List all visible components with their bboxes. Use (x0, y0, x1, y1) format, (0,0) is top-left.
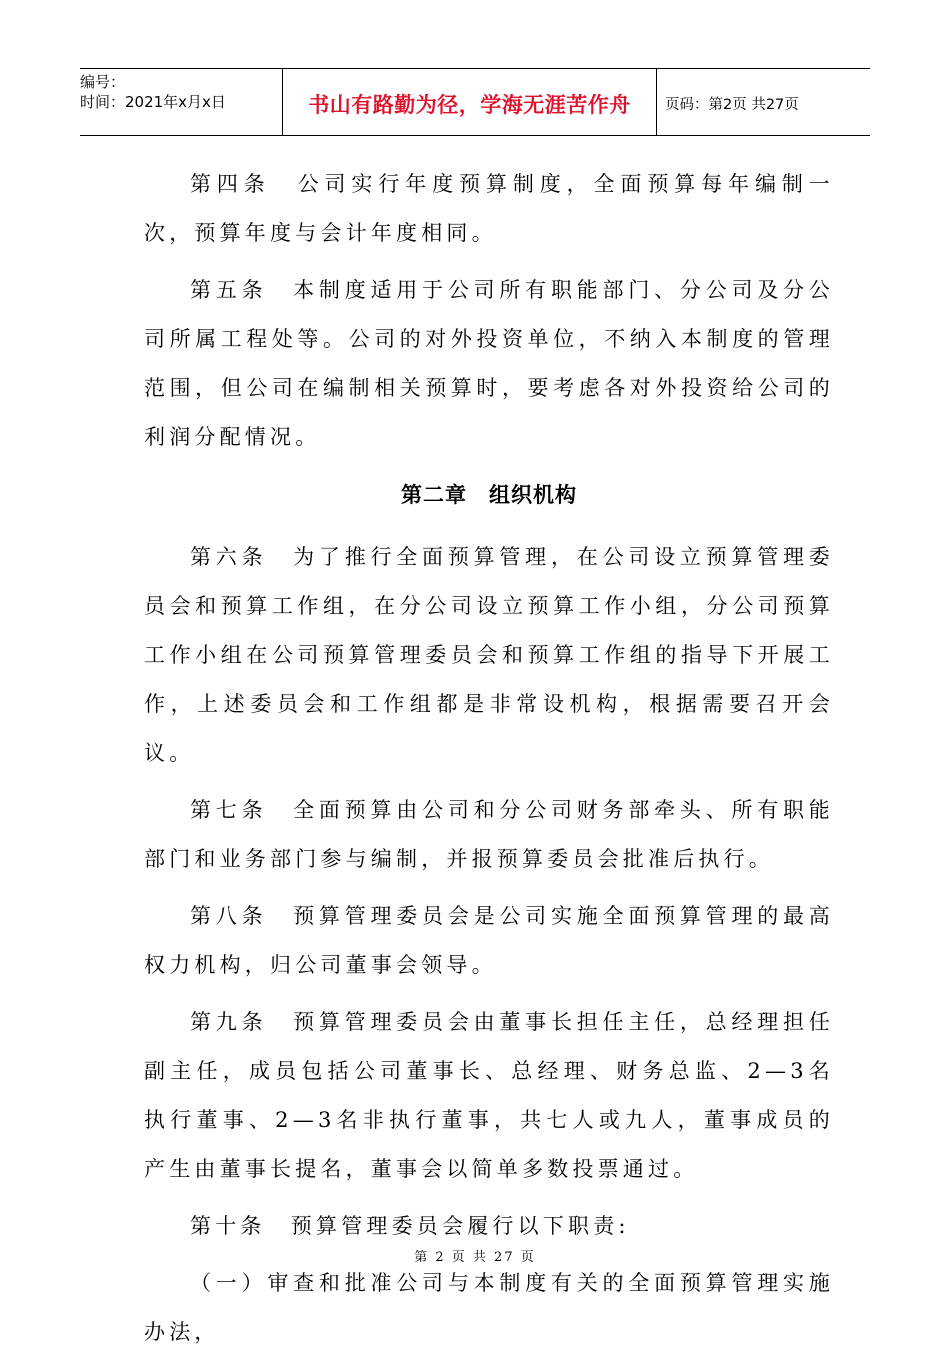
header-motto: 书山有路勤为径，学海无涯苦作舟 (283, 69, 657, 135)
article-4: 第四条 公司实行年度预算制度，全面预算每年编制一次，预算年度与会计年度相同。 (144, 172, 834, 245)
document-number-label: 编号： (80, 73, 126, 91)
article-10: 第十条 预算管理委员会履行以下职责: (190, 1214, 630, 1238)
header-meta (80, 69, 283, 135)
document-body (144, 160, 834, 1365)
header-page-info: 页码：第2页 共27页 (665, 97, 799, 113)
article-6: 第六条 为了推行全面预算管理，在公司设立预算管理委员会和预算工作组，在分公司设立预算工作小组，分公司预算工作小组在公司预算管理委员会和预算工作组的指导下开展工作，上述委员会和工作组都是非常设机构，根据需要召开会议。 (144, 545, 834, 765)
document-date: 时间：2021年x月x日 (80, 93, 226, 111)
page-header (80, 68, 870, 136)
article-9: 第九条 预算管理委员会由董事长担任主任，总经理担任副主任，成员包括公司董事长、总经理、财务总监、2—3名执行董事、2—3名非执行董事，共七人或九人，董事成员的产生由董事长提名，董事会以简单多数投票通过。 (144, 1010, 834, 1181)
article-5: 第五条 本制度适用于公司所有职能部门、分公司及分公司所属工程处等。公司的对外投资单位，不纳入本制度的管理范围，但公司在编制相关预算时，要考虑各对外投资给公司的利润分配情况。 (144, 278, 834, 449)
article-7: 第七条 全面预算由公司和分公司财务部牵头、所有职能部门和业务部门参与编制，并报预算委员会批准后执行。 (144, 798, 834, 871)
page-footer: 第 2 页 共 27 页 (414, 1250, 536, 1265)
chapter-heading: 第二章 组织机构 (401, 482, 577, 507)
article-8: 第八条 预算管理委员会是公司实施全面预算管理的最高权力机构，归公司董事会领导。 (144, 904, 834, 977)
article-10-item-1: （一）审查和批准公司与本制度有关的全面预算管理实施办法， (144, 1271, 834, 1344)
